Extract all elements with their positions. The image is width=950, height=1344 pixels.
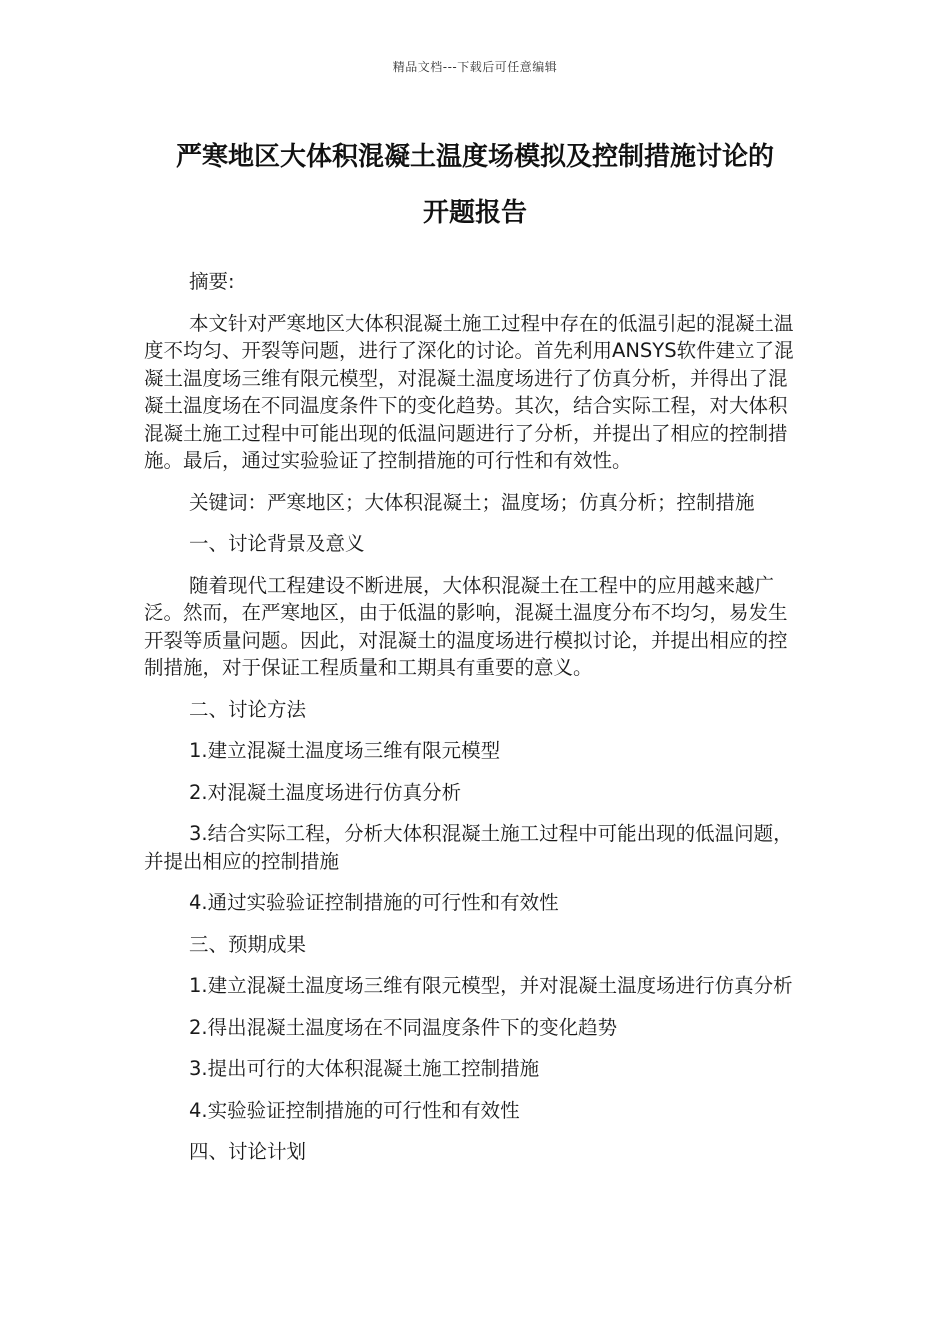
method-item-3: 3.结合实际工程，分析大体积混凝土施工过程中可能出现的低温问题，并提出相应的控制措施 [144,822,793,873]
document-title-line1: 严寒地区大体积混凝土温度场模拟及控制措施讨论的 [175,142,774,172]
section-heading-results: 三、预期成果 [189,932,307,956]
method-item-2: 2.对混凝土温度场进行仿真分析 [189,780,462,804]
abstract-paragraph: 本文针对严寒地区大体积混凝土施工过程中存在的低温引起的混凝土温度不均匀、开裂等问题，进行了深化的讨论。首先利用ANSYS软件建立了混凝土温度场三维有限元模型，对混凝土温度场进行了仿真分析，并得出了混凝土温度场在不同温度条件下的变化趋势。其次，结合实际工程，对大体积混凝土施工过程中可能出现的低温问题进行了分析，并提出了相应的控制措施。最后，通过实验验证了控制措施的可行性和有效性。 [144,311,794,472]
abstract-heading: 摘要: [189,270,235,293]
result-item-1: 1.建立混凝土温度场三维有限元模型，并对混凝土温度场进行仿真分析 [189,974,793,997]
keywords-line: 关键词：严寒地区；大体积混凝土；温度场；仿真分析；控制措施 [189,490,755,514]
result-item-2: 2.得出混凝土温度场在不同温度条件下的变化趋势 [189,1015,618,1039]
method-item-1: 1.建立混凝土温度场三维有限元模型 [189,739,501,762]
document-body [144,268,800,1180]
header-note: 精品文档---下载后可任意编辑 [392,60,558,74]
document-title-line2: 开题报告 [422,198,527,228]
section-heading-method: 二、讨论方法 [189,697,307,721]
method-item-4: 4.通过实验验证控制措施的可行性和有效性 [189,891,559,914]
section-heading-background: 一、讨论背景及意义 [189,532,365,555]
result-item-3: 3.提出可行的大体积混凝土施工控制措施 [189,1057,540,1080]
background-paragraph: 随着现代工程建设不断进展，大体积混凝土在工程中的应用越来越广泛。然而，在严寒地区，由于低温的影响，混凝土温度分布不均匀，易发生开裂等质量问题。因此，对混凝土的温度场进行模拟讨论，并提出相应的控制措施，对于保证工程质量和工期具有重要的意义。 [144,573,788,679]
section-heading-plan: 四、讨论计划 [189,1140,307,1163]
result-item-4: 4.实验验证控制措施的可行性和有效性 [189,1098,520,1122]
